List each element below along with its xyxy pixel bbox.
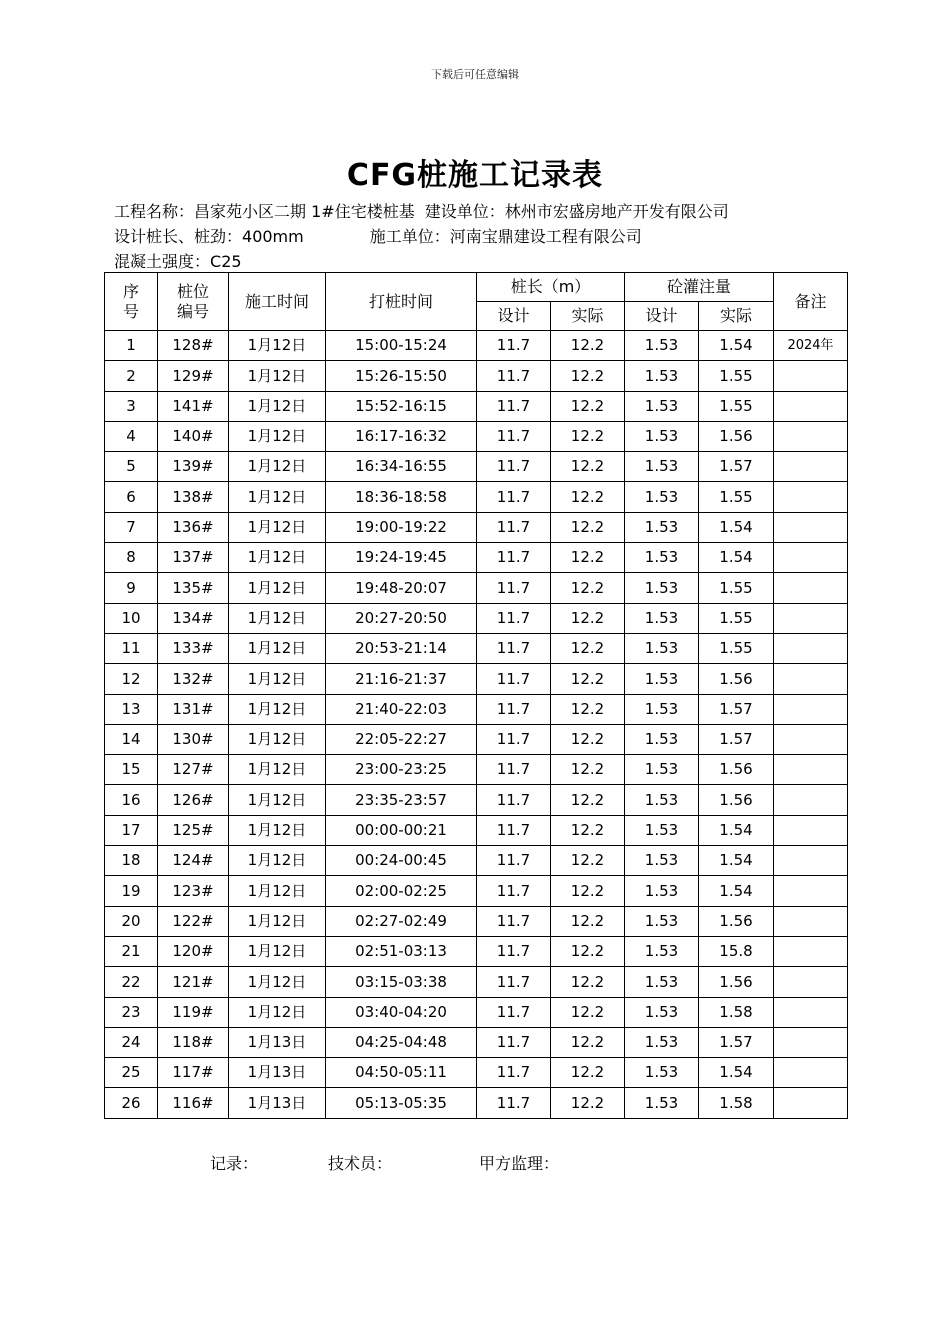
- table-row: [105, 936, 848, 966]
- cell-time: 19:48-20:07: [326, 573, 477, 603]
- cell-length-actual: 12.2: [551, 967, 625, 997]
- cell-time: 16:17-16:32: [326, 421, 477, 451]
- cell-pour-actual: 1.57: [699, 694, 774, 724]
- cell-note: [774, 452, 848, 482]
- cell-pour-actual: 1.55: [699, 361, 774, 391]
- cell-time: 02:27-02:49: [326, 906, 477, 936]
- cell-time: 15:26-15:50: [326, 361, 477, 391]
- table-body: [105, 331, 848, 1119]
- cell-pile-no: 138#: [158, 482, 229, 512]
- cell-date: 1月12日: [229, 936, 326, 966]
- cell-date: 1月12日: [229, 482, 326, 512]
- cell-seq: 20: [105, 906, 158, 936]
- table-row: [105, 755, 848, 785]
- cell-length-design: 11.7: [477, 664, 551, 694]
- cell-note: [774, 573, 848, 603]
- cell-pour-design: 1.53: [625, 694, 699, 724]
- cell-pile-no: 122#: [158, 906, 229, 936]
- cell-pour-actual: 1.57: [699, 452, 774, 482]
- cell-note: [774, 724, 848, 754]
- table-row: [105, 331, 848, 361]
- cell-note: [774, 815, 848, 845]
- table-row: [105, 482, 848, 512]
- cell-pour-actual: 1.54: [699, 512, 774, 542]
- document-title: CFG桩施工记录表: [346, 158, 604, 193]
- cell-pile-no: 125#: [158, 815, 229, 845]
- cell-pour-design: 1.53: [625, 482, 699, 512]
- cell-time: 23:35-23:57: [326, 785, 477, 815]
- header-seq-text: 序号: [122, 281, 139, 321]
- cell-pour-design: 1.53: [625, 876, 699, 906]
- cell-pour-design: 1.53: [625, 967, 699, 997]
- cell-date: 1月12日: [229, 785, 326, 815]
- cell-pile-no: 137#: [158, 543, 229, 573]
- cell-pile-no: 132#: [158, 664, 229, 694]
- cell-pour-actual: 1.56: [699, 755, 774, 785]
- cell-pile-no: 119#: [158, 997, 229, 1027]
- cell-date: 1月12日: [229, 906, 326, 936]
- builder-label: 建设单位：: [424, 202, 505, 221]
- cell-pour-design: 1.53: [625, 815, 699, 845]
- cell-pour-design: 1.53: [625, 452, 699, 482]
- cell-seq: 7: [105, 512, 158, 542]
- cell-pour-design: 1.53: [625, 785, 699, 815]
- cell-date: 1月12日: [229, 603, 326, 633]
- header-pour-actual: 实际: [699, 302, 774, 331]
- cell-pour-design: 1.53: [625, 1058, 699, 1088]
- cell-time: 03:15-03:38: [326, 967, 477, 997]
- cell-length-design: 11.7: [477, 785, 551, 815]
- cell-seq: 2: [105, 361, 158, 391]
- cell-length-design: 11.7: [477, 724, 551, 754]
- cell-seq: 6: [105, 482, 158, 512]
- cell-time: 15:00-15:24: [326, 331, 477, 361]
- cell-note: [774, 603, 848, 633]
- table-row: [105, 785, 848, 815]
- cell-seq: 23: [105, 997, 158, 1027]
- cell-seq: 15: [105, 755, 158, 785]
- pile-record-table: [104, 272, 848, 1119]
- cell-pour-actual: 1.54: [699, 876, 774, 906]
- cell-date: 1月12日: [229, 512, 326, 542]
- header-date: 施工时间: [229, 273, 326, 331]
- cell-pour-design: 1.53: [625, 846, 699, 876]
- cell-note: [774, 967, 848, 997]
- cell-length-design: 11.7: [477, 694, 551, 724]
- cell-length-actual: 12.2: [551, 997, 625, 1027]
- cell-length-design: 11.7: [477, 936, 551, 966]
- cell-length-design: 11.7: [477, 421, 551, 451]
- cell-seq: 22: [105, 967, 158, 997]
- cell-length-design: 11.7: [477, 482, 551, 512]
- cell-note: [774, 1027, 848, 1057]
- cell-pile-no: 139#: [158, 452, 229, 482]
- cell-length-actual: 12.2: [551, 482, 625, 512]
- table-row: [105, 846, 848, 876]
- table-row: [105, 724, 848, 754]
- header-pile-no: [158, 273, 229, 331]
- cell-pile-no: 117#: [158, 1058, 229, 1088]
- cell-pour-actual: 1.56: [699, 421, 774, 451]
- cell-date: 1月13日: [229, 1088, 326, 1118]
- cell-note: 2024年: [774, 331, 848, 361]
- cell-pile-no: 140#: [158, 421, 229, 451]
- cell-seq: 14: [105, 724, 158, 754]
- cell-length-design: 11.7: [477, 452, 551, 482]
- cell-time: 18:36-18:58: [326, 482, 477, 512]
- cell-date: 1月12日: [229, 967, 326, 997]
- cell-pour-design: 1.53: [625, 936, 699, 966]
- cell-date: 1月13日: [229, 1058, 326, 1088]
- cell-length-design: 11.7: [477, 876, 551, 906]
- cell-pour-design: 1.53: [625, 1027, 699, 1057]
- cell-length-actual: 12.2: [551, 815, 625, 845]
- cell-time: 16:34-16:55: [326, 452, 477, 482]
- cell-pile-no: 127#: [158, 755, 229, 785]
- cell-pour-actual: 1.55: [699, 633, 774, 663]
- cell-note: [774, 361, 848, 391]
- cell-pour-actual: 1.55: [699, 391, 774, 421]
- cell-note: [774, 785, 848, 815]
- cell-length-design: 11.7: [477, 1027, 551, 1057]
- cell-note: [774, 512, 848, 542]
- cell-length-actual: 12.2: [551, 1058, 625, 1088]
- cell-pour-actual: 1.54: [699, 815, 774, 845]
- cell-pile-no: 129#: [158, 361, 229, 391]
- cell-date: 1月12日: [229, 543, 326, 573]
- cell-time: 15:52-16:15: [326, 391, 477, 421]
- cell-length-actual: 12.2: [551, 1027, 625, 1057]
- cell-note: [774, 664, 848, 694]
- table-row: [105, 361, 848, 391]
- project-name-value: 昌家苑小区二期 1#住宅楼桩基: [194, 202, 415, 221]
- cell-pile-no: 126#: [158, 785, 229, 815]
- cell-pile-no: 130#: [158, 724, 229, 754]
- cell-length-actual: 12.2: [551, 543, 625, 573]
- cell-pour-actual: 1.56: [699, 906, 774, 936]
- header-time: 打桩时间: [326, 273, 477, 331]
- cell-length-actual: 12.2: [551, 633, 625, 663]
- cell-length-actual: 12.2: [551, 876, 625, 906]
- cell-length-design: 11.7: [477, 573, 551, 603]
- cell-pour-actual: 1.55: [699, 573, 774, 603]
- header-length: 桩长（m）: [477, 273, 625, 302]
- cell-length-design: 11.7: [477, 1058, 551, 1088]
- cell-time: 21:40-22:03: [326, 694, 477, 724]
- table-row: [105, 421, 848, 451]
- header-pour-design: 设计: [625, 302, 699, 331]
- cell-length-actual: 12.2: [551, 361, 625, 391]
- cell-time: 21:16-21:37: [326, 664, 477, 694]
- cell-date: 1月12日: [229, 421, 326, 451]
- cell-length-design: 11.7: [477, 997, 551, 1027]
- cell-date: 1月12日: [229, 724, 326, 754]
- cell-seq: 8: [105, 543, 158, 573]
- cell-date: 1月12日: [229, 452, 326, 482]
- table-row: [105, 603, 848, 633]
- cell-note: [774, 633, 848, 663]
- table-row: [105, 452, 848, 482]
- design-value: 400mm: [242, 227, 304, 246]
- table-row: [105, 694, 848, 724]
- cell-pour-actual: 1.55: [699, 603, 774, 633]
- cell-length-actual: 12.2: [551, 1088, 625, 1118]
- design-label: 设计桩长、桩劲：: [114, 227, 243, 246]
- cell-note: [774, 755, 848, 785]
- cell-note: [774, 482, 848, 512]
- cell-length-design: 11.7: [477, 1088, 551, 1118]
- cell-pile-no: 133#: [158, 633, 229, 663]
- cell-date: 1月12日: [229, 694, 326, 724]
- builder-value: 林州市宏盛房地产开发有限公司: [504, 202, 729, 221]
- cell-length-actual: 12.2: [551, 664, 625, 694]
- contractor-value: 河南宝鼎建设工程有限公司: [449, 227, 642, 246]
- cell-length-actual: 12.2: [551, 785, 625, 815]
- cell-time: 02:00-02:25: [326, 876, 477, 906]
- cell-length-design: 11.7: [477, 755, 551, 785]
- table-row: [105, 815, 848, 845]
- cell-seq: 13: [105, 694, 158, 724]
- cell-length-design: 11.7: [477, 633, 551, 663]
- header-length-actual: 实际: [551, 302, 625, 331]
- cell-note: [774, 421, 848, 451]
- cell-pour-design: 1.53: [625, 1088, 699, 1118]
- cell-length-design: 11.7: [477, 967, 551, 997]
- header-note: 备注: [774, 273, 848, 331]
- cell-pour-actual: 1.58: [699, 1088, 774, 1118]
- cell-date: 1月12日: [229, 391, 326, 421]
- cell-length-design: 11.7: [477, 331, 551, 361]
- table-row: [105, 1027, 848, 1057]
- table-row: [105, 997, 848, 1027]
- cell-pile-no: 118#: [158, 1027, 229, 1057]
- cell-length-actual: 12.2: [551, 846, 625, 876]
- cell-time: 05:13-05:35: [326, 1088, 477, 1118]
- table-row: [105, 512, 848, 542]
- table-row: [105, 876, 848, 906]
- cell-seq: 24: [105, 1027, 158, 1057]
- concrete-label: 混凝土强度：: [114, 252, 211, 271]
- cell-length-actual: 12.2: [551, 331, 625, 361]
- recorder-label: 记录：: [210, 1154, 259, 1173]
- cell-pile-no: 141#: [158, 391, 229, 421]
- cell-seq: 4: [105, 421, 158, 451]
- cell-length-design: 11.7: [477, 906, 551, 936]
- cell-seq: 25: [105, 1058, 158, 1088]
- cell-date: 1月12日: [229, 846, 326, 876]
- cell-pile-no: 134#: [158, 603, 229, 633]
- table-row: [105, 906, 848, 936]
- cell-pour-design: 1.53: [625, 512, 699, 542]
- cell-date: 1月12日: [229, 361, 326, 391]
- info-line-design: [114, 224, 642, 247]
- cell-date: 1月12日: [229, 876, 326, 906]
- contractor-label: 施工单位：: [369, 227, 450, 246]
- cell-pile-no: 121#: [158, 967, 229, 997]
- cell-pour-actual: 1.56: [699, 967, 774, 997]
- cell-seq: 18: [105, 846, 158, 876]
- cell-length-actual: 12.2: [551, 724, 625, 754]
- cell-seq: 19: [105, 876, 158, 906]
- cell-pour-design: 1.53: [625, 724, 699, 754]
- cell-pile-no: 116#: [158, 1088, 229, 1118]
- cell-time: 19:24-19:45: [326, 543, 477, 573]
- cell-time: 03:40-04:20: [326, 997, 477, 1027]
- cell-pile-no: 136#: [158, 512, 229, 542]
- cell-pour-design: 1.53: [625, 664, 699, 694]
- cell-seq: 3: [105, 391, 158, 421]
- cell-date: 1月12日: [229, 331, 326, 361]
- table-row: [105, 391, 848, 421]
- cell-pour-actual: 1.54: [699, 543, 774, 573]
- cell-seq: 16: [105, 785, 158, 815]
- cell-length-actual: 12.2: [551, 391, 625, 421]
- cell-pile-no: 123#: [158, 876, 229, 906]
- cell-pile-no: 131#: [158, 694, 229, 724]
- cell-seq: 11: [105, 633, 158, 663]
- cell-time: 00:24-00:45: [326, 846, 477, 876]
- cell-time: 04:50-05:11: [326, 1058, 477, 1088]
- cell-pour-design: 1.53: [625, 543, 699, 573]
- cell-seq: 5: [105, 452, 158, 482]
- cell-pour-actual: 1.58: [699, 997, 774, 1027]
- cell-pour-design: 1.53: [625, 391, 699, 421]
- table-row: [105, 633, 848, 663]
- cell-pour-design: 1.53: [625, 755, 699, 785]
- cell-seq: 21: [105, 936, 158, 966]
- cell-length-actual: 12.2: [551, 421, 625, 451]
- cell-length-design: 11.7: [477, 512, 551, 542]
- cell-seq: 17: [105, 815, 158, 845]
- cell-date: 1月12日: [229, 633, 326, 663]
- project-name-label: 工程名称：: [114, 202, 195, 221]
- cell-date: 1月12日: [229, 755, 326, 785]
- cell-seq: 10: [105, 603, 158, 633]
- cell-date: 1月13日: [229, 1027, 326, 1057]
- cell-pour-design: 1.53: [625, 361, 699, 391]
- cell-pour-design: 1.53: [625, 421, 699, 451]
- cell-length-design: 11.7: [477, 846, 551, 876]
- cell-time: 00:00-00:21: [326, 815, 477, 845]
- cell-length-actual: 12.2: [551, 603, 625, 633]
- table-row: [105, 543, 848, 573]
- table-row: [105, 1088, 848, 1118]
- cell-date: 1月12日: [229, 815, 326, 845]
- cell-pour-design: 1.53: [625, 633, 699, 663]
- cell-pour-actual: 1.57: [699, 724, 774, 754]
- cell-note: [774, 1088, 848, 1118]
- cell-time: 22:05-22:27: [326, 724, 477, 754]
- cell-time: 20:53-21:14: [326, 633, 477, 663]
- cell-note: [774, 391, 848, 421]
- cell-time: 19:00-19:22: [326, 512, 477, 542]
- cell-length-actual: 12.2: [551, 573, 625, 603]
- header-seq: [105, 273, 158, 331]
- cell-pour-design: 1.53: [625, 906, 699, 936]
- cell-seq: 12: [105, 664, 158, 694]
- cell-note: [774, 694, 848, 724]
- info-line-project: [114, 199, 729, 222]
- cell-pour-actual: 1.55: [699, 482, 774, 512]
- cell-note: [774, 543, 848, 573]
- cell-length-design: 11.7: [477, 603, 551, 633]
- header-pile-no-text: 桩位编号: [176, 281, 209, 321]
- table-row: [105, 664, 848, 694]
- cell-pour-actual: 15.8: [699, 936, 774, 966]
- table-row: [105, 967, 848, 997]
- cell-pour-actual: 1.57: [699, 1027, 774, 1057]
- cell-pile-no: 128#: [158, 331, 229, 361]
- cell-note: [774, 906, 848, 936]
- cell-length-actual: 12.2: [551, 452, 625, 482]
- info-line-concrete: [114, 249, 242, 272]
- cell-seq: 1: [105, 331, 158, 361]
- header-length-design: 设计: [477, 302, 551, 331]
- header-pour: 砼灌注量: [625, 273, 774, 302]
- cell-note: [774, 997, 848, 1027]
- table-row: [105, 573, 848, 603]
- cell-pile-no: 124#: [158, 846, 229, 876]
- cell-length-actual: 12.2: [551, 755, 625, 785]
- cell-pour-actual: 1.56: [699, 785, 774, 815]
- cell-pile-no: 135#: [158, 573, 229, 603]
- cell-seq: 9: [105, 573, 158, 603]
- cell-time: 20:27-20:50: [326, 603, 477, 633]
- download-note: 下载后可任意编辑: [431, 68, 519, 81]
- cell-note: [774, 846, 848, 876]
- cell-length-design: 11.7: [477, 361, 551, 391]
- supervisor-label: 甲方监理：: [479, 1154, 560, 1173]
- cell-time: 02:51-03:13: [326, 936, 477, 966]
- cell-date: 1月12日: [229, 664, 326, 694]
- cell-pour-actual: 1.54: [699, 331, 774, 361]
- cell-note: [774, 936, 848, 966]
- cell-length-actual: 12.2: [551, 906, 625, 936]
- cell-time: 04:25-04:48: [326, 1027, 477, 1057]
- cell-pour-actual: 1.56: [699, 664, 774, 694]
- table-row: [105, 1058, 848, 1088]
- cell-seq: 26: [105, 1088, 158, 1118]
- cell-length-actual: 12.2: [551, 694, 625, 724]
- cell-date: 1月12日: [229, 997, 326, 1027]
- signature-line: [210, 1151, 559, 1174]
- cell-note: [774, 1058, 848, 1088]
- cell-length-design: 11.7: [477, 815, 551, 845]
- cell-length-design: 11.7: [477, 391, 551, 421]
- cell-pour-design: 1.53: [625, 331, 699, 361]
- cell-pour-design: 1.53: [625, 997, 699, 1027]
- cell-pour-actual: 1.54: [699, 846, 774, 876]
- cell-note: [774, 876, 848, 906]
- cell-date: 1月12日: [229, 573, 326, 603]
- cell-pour-design: 1.53: [625, 573, 699, 603]
- technician-label: 技术员：: [328, 1154, 393, 1173]
- cell-length-actual: 12.2: [551, 936, 625, 966]
- cell-length-design: 11.7: [477, 543, 551, 573]
- cell-pour-actual: 1.54: [699, 1058, 774, 1088]
- cell-length-actual: 12.2: [551, 512, 625, 542]
- cell-pile-no: 120#: [158, 936, 229, 966]
- cell-time: 23:00-23:25: [326, 755, 477, 785]
- concrete-value: C25: [210, 252, 242, 271]
- cell-pour-design: 1.53: [625, 603, 699, 633]
